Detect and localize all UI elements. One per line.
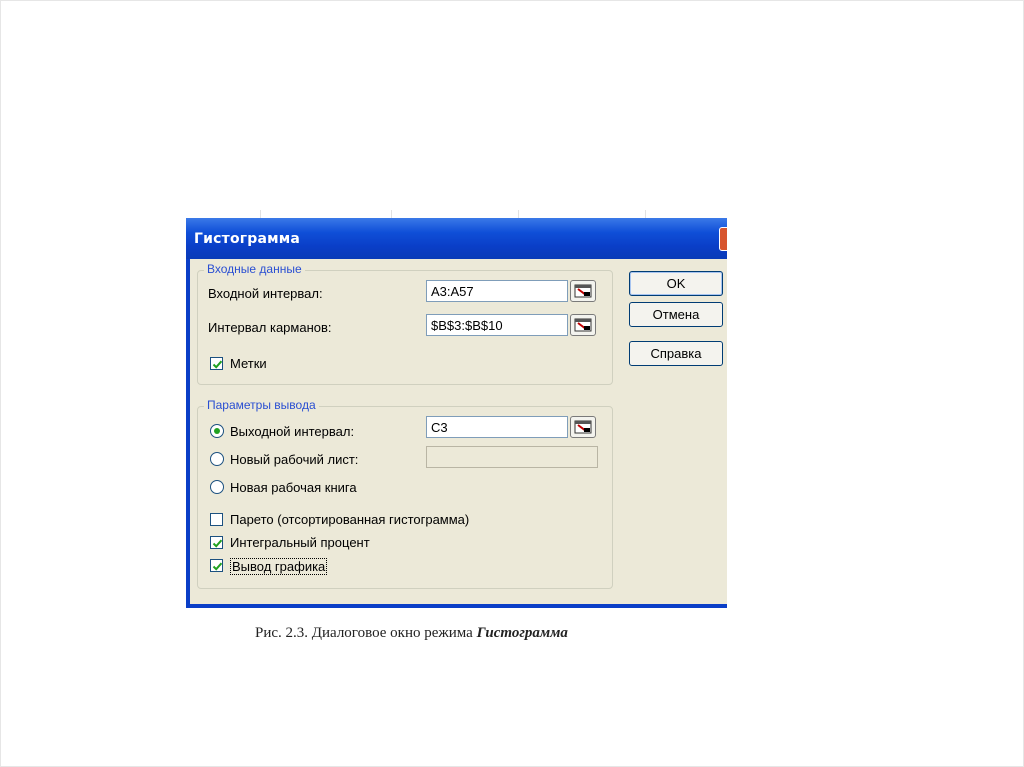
bin-range-label: Интервал карманов:	[208, 320, 332, 335]
labels-checkbox[interactable]	[210, 357, 223, 370]
check-mark-icon	[211, 537, 224, 550]
radio-selected-dot	[214, 428, 220, 434]
new-workbook-radio[interactable]	[210, 480, 224, 494]
window-border	[186, 259, 190, 608]
pareto-checkbox-label: Парето (отсортированная гистограмма)	[230, 512, 470, 527]
new-worksheet-field[interactable]	[426, 446, 598, 468]
check-mark-icon	[211, 560, 224, 573]
collapse-dialog-button[interactable]	[570, 416, 596, 438]
bin-range-field[interactable]: $B$3:$B$10	[426, 314, 568, 336]
collapse-dialog-button[interactable]	[570, 280, 596, 302]
labels-checkbox-label: Метки	[230, 356, 267, 371]
output-range-label: Выходной интервал:	[230, 424, 355, 439]
caption-text: Рис. 2.3. Диалоговое окно режима	[255, 625, 477, 641]
histogram-dialog	[186, 218, 727, 608]
cancel-button[interactable]: Отмена	[629, 302, 723, 327]
ok-button[interactable]: OK	[629, 271, 723, 296]
help-button[interactable]: Справка	[629, 341, 723, 366]
cumulative-percentage-label: Интегральный процент	[230, 535, 370, 550]
input-range-label: Входной интервал:	[208, 286, 323, 301]
new-worksheet-radio[interactable]	[210, 452, 224, 466]
chart-output-label: Вывод графика	[232, 559, 326, 574]
window-border	[186, 604, 727, 608]
output-range-field[interactable]: C3	[426, 416, 568, 438]
output-range-radio[interactable]	[210, 424, 224, 438]
check-mark-icon	[211, 358, 224, 371]
range-select-icon	[574, 318, 592, 332]
pareto-checkbox[interactable]	[210, 513, 223, 526]
title-bar[interactable]	[186, 218, 727, 259]
caption-emphasis: Гистограмма	[476, 625, 568, 641]
input-range-field[interactable]: A3:A57	[426, 280, 568, 302]
collapse-dialog-button[interactable]	[570, 314, 596, 336]
output-group-legend: Параметры вывода	[204, 398, 319, 412]
input-group-legend: Входные данные	[204, 262, 305, 276]
figure-caption	[255, 625, 568, 642]
range-select-icon	[574, 284, 592, 298]
new-workbook-label: Новая рабочая книга	[230, 480, 357, 495]
dialog-title: Гистограмма	[194, 231, 301, 247]
cumulative-percentage-checkbox[interactable]	[210, 536, 223, 549]
new-worksheet-label: Новый рабочий лист:	[230, 452, 359, 467]
range-select-icon	[574, 420, 592, 434]
close-button[interactable]	[719, 227, 727, 251]
chart-output-checkbox[interactable]	[210, 559, 223, 572]
